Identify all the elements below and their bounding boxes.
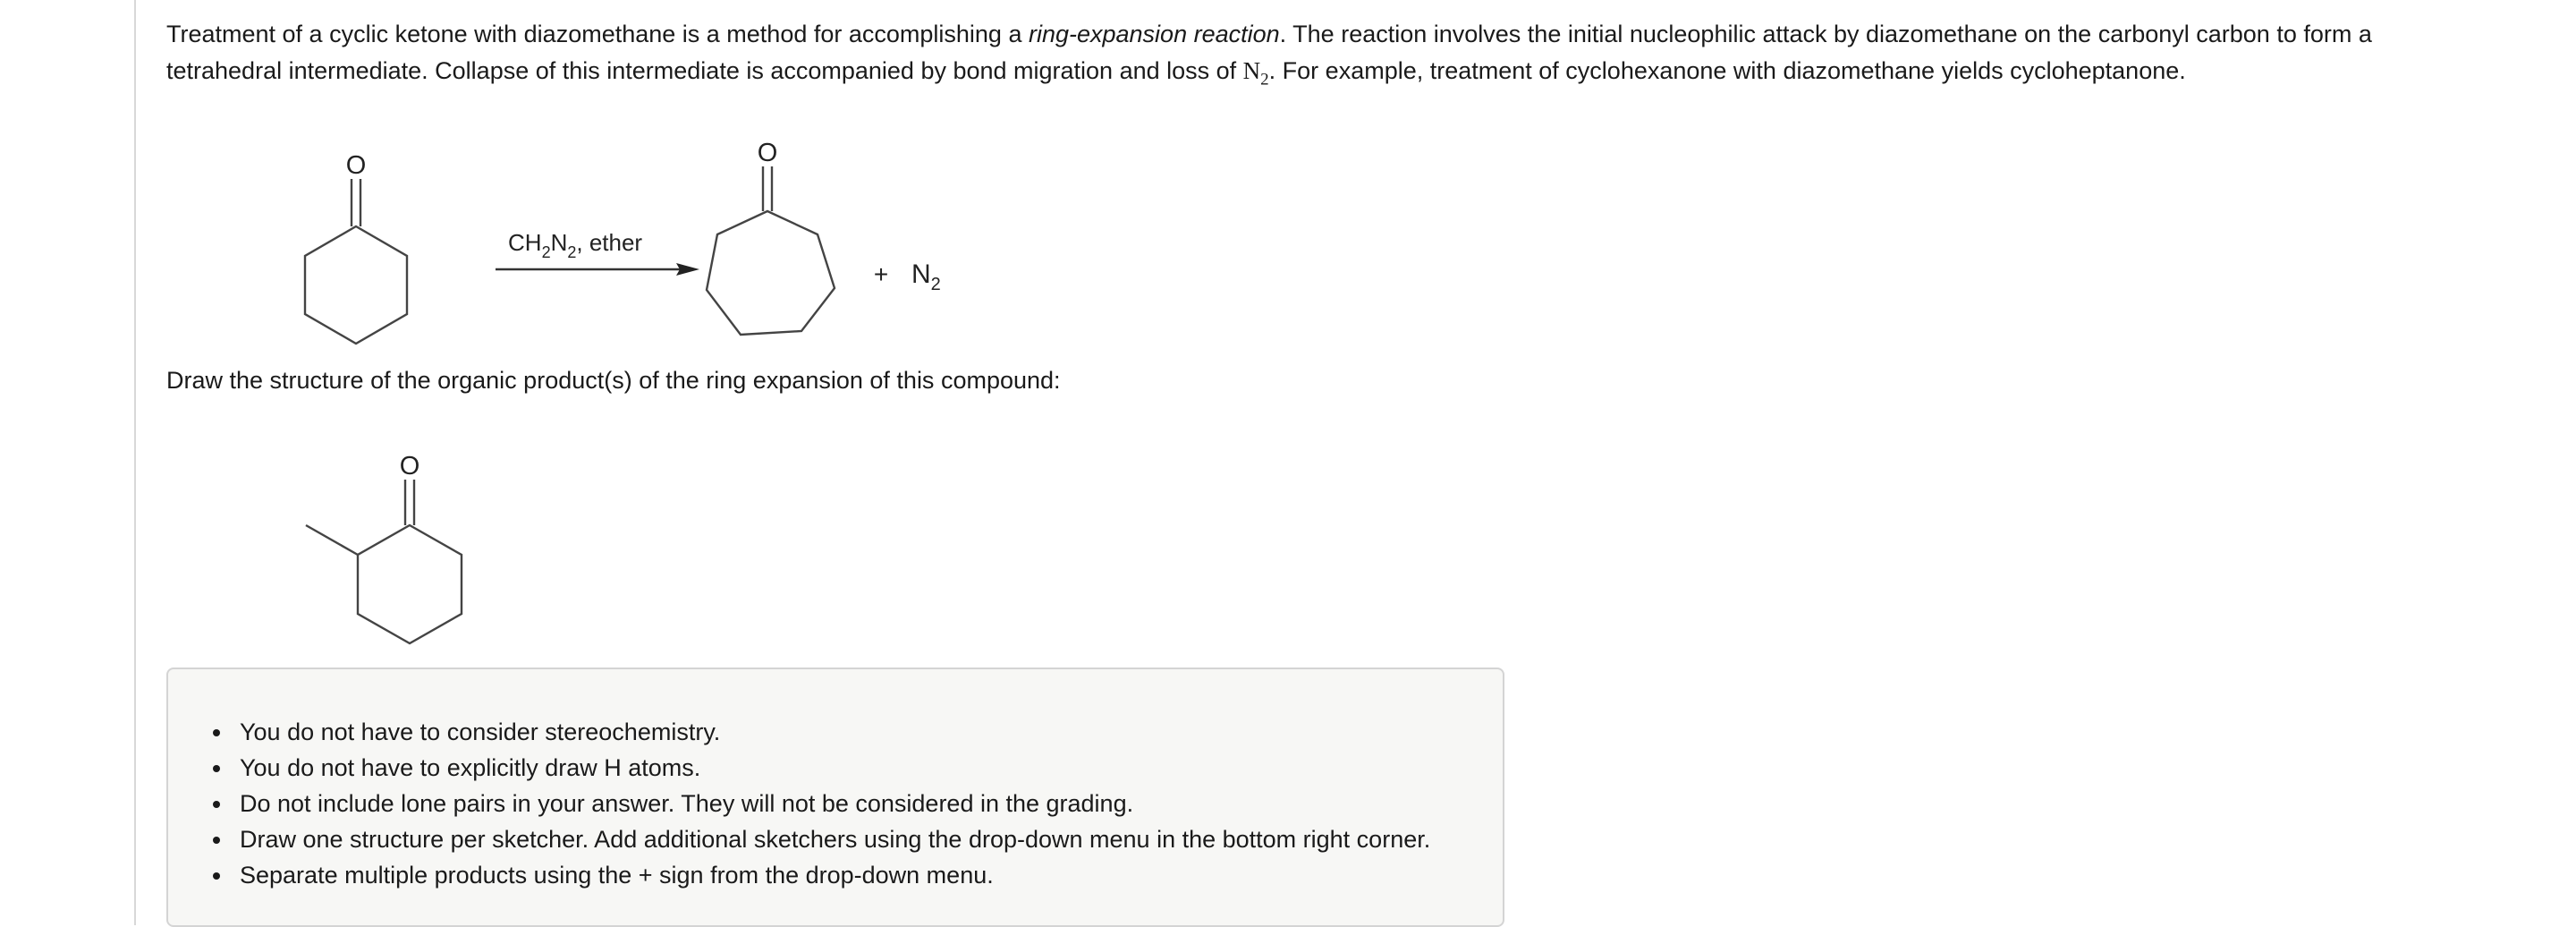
plus-sign: + (873, 260, 889, 288)
cycloheptanone-ring (707, 211, 835, 335)
byproduct-label (911, 259, 941, 294)
cycloheptanone-structure (707, 166, 835, 335)
intro-n2-subscript: 2 (1260, 70, 1269, 89)
starting-material-structure (301, 432, 533, 665)
reactant-oxygen-label: O (345, 151, 367, 180)
reagent-label (508, 229, 642, 261)
intro-italic-term: ring-expansion reaction (1028, 21, 1280, 47)
page-left-rule (134, 0, 136, 925)
reagent-sub-2: 2 (567, 243, 577, 261)
reagent-sub-1: 2 (541, 243, 551, 261)
starting-material-oxygen-label: O (399, 452, 420, 481)
instruction-item: You do not have to explicitly draw H atoms. (209, 750, 1430, 786)
intro-paragraph (166, 16, 2492, 98)
instruction-item: Draw one structure per sketcher. Add additional sketchers using the drop-down menu in the bottom right corner. (209, 821, 1430, 857)
instructions-list (209, 714, 1430, 893)
product-oxygen-label: O (757, 139, 778, 167)
intro-text-3: . For example, treatment of cyclohexanone with diazomethane yields cycloheptanone. (1268, 57, 2186, 84)
reagent-rest: , ether (576, 229, 643, 256)
intro-n2 (1242, 57, 1269, 89)
instruction-item: You do not have to consider stereochemistry. (209, 714, 1430, 750)
question-prompt: Draw the structure of the organic product(s) of the ring expansion of this compound: (166, 367, 1061, 394)
intro-text-2: . The reaction involves the initial nucleophilic attack by diazomethane on the carbonyl carbon to form a tetrahedral intermediate. Collapse of this intermediate is accompanied by bond migration and loss of (166, 21, 2372, 84)
byproduct-subscript: 2 (930, 275, 941, 294)
intro-n2-symbol: N (1242, 57, 1261, 84)
cyclohexanone-structure (305, 179, 407, 344)
instructions-box (166, 668, 1504, 927)
instruction-item: Separate multiple products using the + sign from the drop-down menu. (209, 857, 1430, 893)
byproduct-symbol: N (911, 259, 931, 289)
instruction-item: Do not include lone pairs in your answer. They will not be considered in the grading. (209, 786, 1430, 821)
intro-text-1: Treatment of a cyclic ketone with diazomethane is a method for accomplishing a (166, 21, 1029, 47)
reagent-n: N (550, 229, 568, 256)
reaction-scheme (301, 123, 1284, 356)
starting-material-ring (358, 525, 462, 643)
question-content (166, 16, 2510, 889)
starting-material-methyl-bond (306, 525, 358, 555)
cyclohexanone-ring (305, 226, 407, 344)
reagent-ch: CH (508, 229, 542, 256)
